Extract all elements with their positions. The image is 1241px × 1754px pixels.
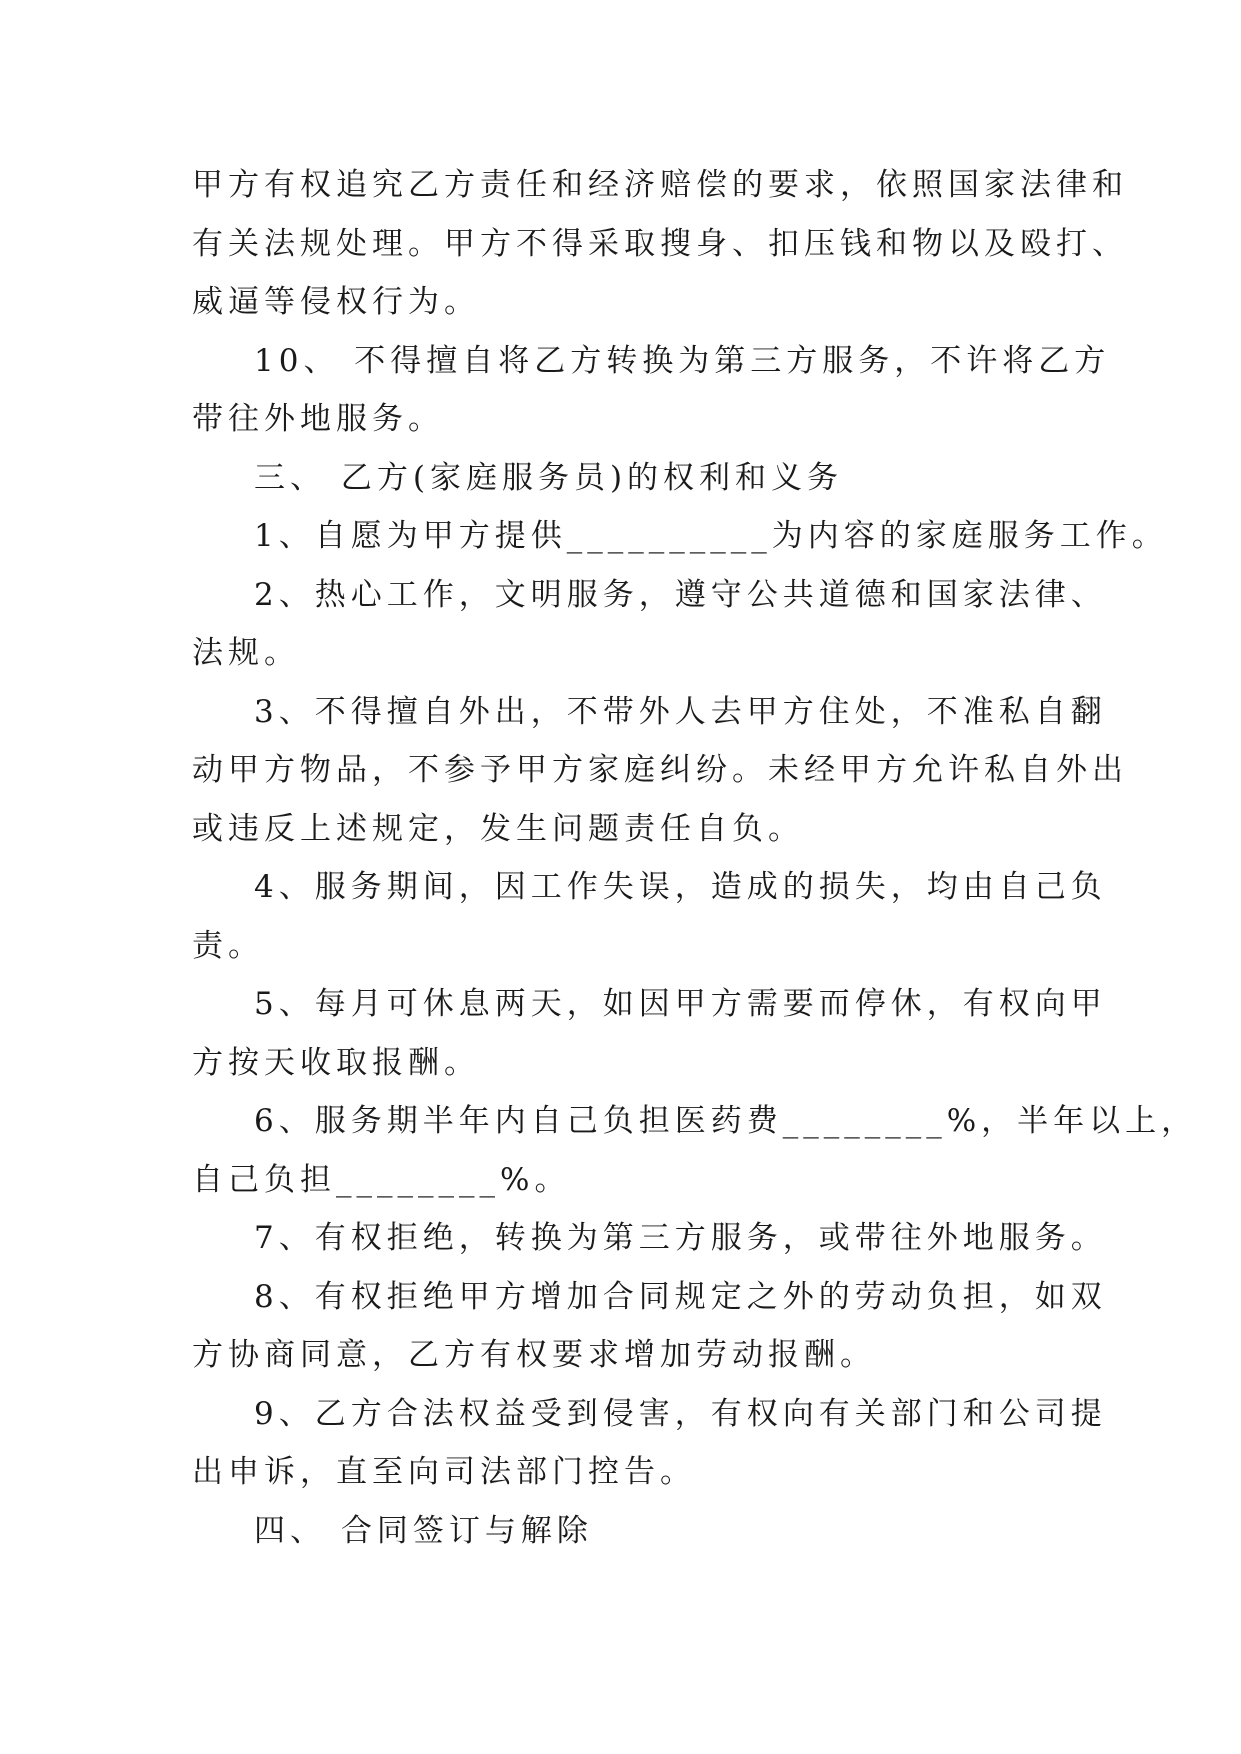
clause-5: 5、每月可休息两天，如因甲方需要而停休，有权向甲 bbox=[254, 986, 1107, 1022]
clause-4: 4、服务期间，因工作失误，造成的损失，均由自己负 bbox=[254, 869, 1107, 905]
clause-6: 6、服务期半年内自己负担医药费________%，半年以上， bbox=[254, 1103, 1198, 1139]
text-line: 自己负担________%。 bbox=[192, 1161, 571, 1198]
text-line: 或违反上述规定，发生问题责任自负。 bbox=[192, 810, 804, 847]
clause-7: 7、有权拒绝，转换为第三方服务，或带往外地服务。 bbox=[254, 1220, 1107, 1256]
text-line: 有关法规处理。甲方不得采取搜身、扣压钱和物以及殴打、 bbox=[192, 225, 1128, 262]
section-heading-4: 四、 合同签订与解除 bbox=[254, 1512, 593, 1549]
text-line: 甲方有权追究乙方责任和经济赔偿的要求，依照国家法律和 bbox=[192, 167, 1128, 203]
clause-10: 10、 不得擅自将乙方转换为第三方服务，不许将乙方 bbox=[254, 342, 1111, 379]
text-line: 方按天收取报酬。 bbox=[192, 1044, 480, 1081]
text-line: 带往外地服务。 bbox=[192, 401, 444, 437]
clause-8: 8、有权拒绝甲方增加合同规定之外的劳动负担，如双 bbox=[254, 1278, 1107, 1315]
clause-2: 2、热心工作，文明服务，遵守公共道德和国家法律、 bbox=[254, 576, 1107, 613]
text-line: 出申诉，直至向司法部门控告。 bbox=[192, 1454, 696, 1490]
section-heading-3: 三、 乙方(家庭服务员)的权利和义务 bbox=[254, 459, 844, 496]
text-line: 方协商同意，乙方有权要求增加劳动报酬。 bbox=[192, 1337, 876, 1373]
clause-1: 1、自愿为甲方提供__________为内容的家庭服务工作。 bbox=[254, 518, 1168, 554]
clause-9: 9、乙方合法权益受到侵害，有权向有关部门和公司提 bbox=[254, 1395, 1107, 1432]
text-line: 责。 bbox=[192, 927, 264, 964]
text-line: 法规。 bbox=[192, 635, 300, 671]
contract-body bbox=[192, 156, 1198, 1560]
text-line: 动甲方物品，不参予甲方家庭纠纷。未经甲方允许私自外出 bbox=[192, 752, 1128, 788]
text-line: 威逼等侵权行为。 bbox=[192, 284, 480, 320]
clause-3: 3、不得擅自外出，不带外人去甲方住处，不准私自翻 bbox=[254, 693, 1107, 730]
